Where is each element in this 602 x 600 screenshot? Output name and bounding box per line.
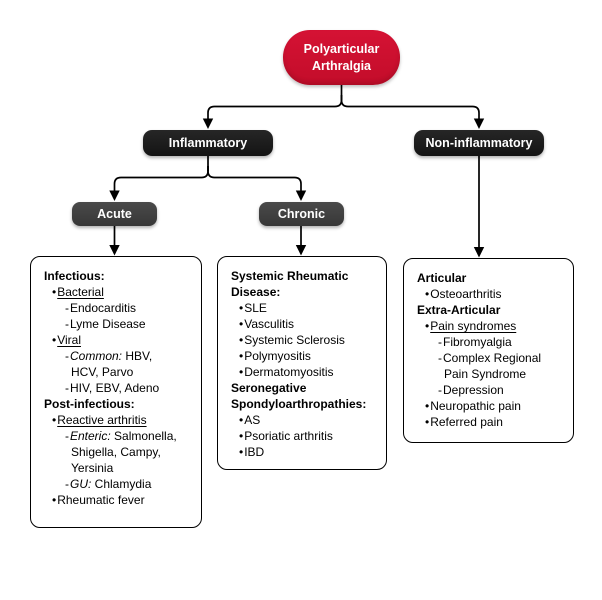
line-rest: AS: [244, 413, 261, 427]
line-rest: Disease:: [231, 285, 281, 299]
bullet-marker: •: [425, 319, 430, 333]
line-text: [70, 301, 136, 315]
line-text: [70, 429, 177, 443]
list-line: [44, 444, 195, 460]
dash-marker: -: [65, 349, 69, 363]
line-rest: SLE: [244, 301, 267, 315]
line-text: [244, 365, 333, 379]
line-text: [443, 383, 504, 397]
line-rest: Pain syndromes: [430, 319, 517, 333]
line-text: [71, 461, 113, 475]
line-text: [57, 413, 146, 427]
node-label: Acute: [97, 207, 132, 221]
line-text: [417, 303, 500, 317]
line-text: [244, 429, 333, 443]
line-rest: Osteoarthritis: [430, 287, 502, 301]
line-rest: Rheumatic fever: [57, 493, 145, 507]
list-line: [231, 316, 380, 332]
list-line: [44, 332, 195, 348]
bullet-marker: •: [239, 301, 244, 315]
line-text: [443, 351, 541, 365]
line-text: [430, 415, 503, 429]
list-line: [417, 302, 567, 318]
node-polyarticular-arthralgia: [283, 30, 400, 85]
list-line: [417, 270, 567, 286]
line-rest: Systemic Sclerosis: [244, 333, 345, 347]
list-line: [231, 284, 380, 300]
line-text: [231, 381, 306, 395]
line-text: [70, 477, 151, 491]
line-text: [44, 397, 135, 411]
line-rest: Viral: [57, 333, 81, 347]
line-rest: Endocarditis: [70, 301, 137, 315]
line-rest: Vasculitis: [244, 317, 294, 331]
line-text: [244, 301, 267, 315]
node-non-inflammatory: [414, 130, 544, 156]
list-line: [417, 350, 567, 366]
list-line: [44, 428, 195, 444]
acute-causes-list: [44, 268, 195, 508]
line-text: [231, 397, 366, 411]
line-text: [231, 285, 280, 299]
bullet-marker: •: [239, 333, 244, 347]
line-text: [71, 365, 133, 379]
line-text: [57, 493, 144, 507]
line-rest: Fibromyalgia: [443, 335, 512, 349]
line-text: [244, 413, 260, 427]
line-text: [71, 445, 161, 459]
list-line: [44, 460, 195, 476]
bullet-marker: •: [52, 413, 57, 427]
line-rest: Articular: [417, 271, 467, 285]
node-chronic: [259, 202, 344, 226]
dash-marker: -: [65, 429, 69, 443]
line-text: [443, 335, 512, 349]
bullet-marker: •: [425, 415, 430, 429]
list-line: [44, 300, 195, 316]
line-rest: Reactive arthritis: [57, 413, 147, 427]
line-rest: Chlamydia: [91, 477, 152, 491]
list-line: [44, 268, 195, 284]
list-line: [44, 364, 195, 380]
line-rest: HCV, Parvo: [71, 365, 134, 379]
line-text: [231, 269, 348, 283]
non-inflammatory-causes-box: [403, 258, 574, 443]
node-label: Chronic: [277, 207, 326, 221]
line-text: [244, 445, 264, 459]
bullet-marker: •: [52, 285, 57, 299]
list-line: [44, 316, 195, 332]
list-line: [231, 332, 380, 348]
list-line: [44, 396, 195, 412]
line-rest: Polymyositis: [244, 349, 311, 363]
node-inflammatory: [143, 130, 273, 156]
bullet-marker: •: [52, 493, 57, 507]
dash-marker: -: [438, 383, 442, 397]
chronic-causes-box: [217, 256, 387, 470]
list-line: [417, 398, 567, 414]
bullet-marker: •: [239, 429, 244, 443]
bullet-marker: •: [239, 365, 244, 379]
dash-marker: -: [438, 335, 442, 349]
bullet-marker: •: [239, 349, 244, 363]
line-rest: Depression: [443, 383, 504, 397]
list-line: [44, 476, 195, 492]
node-acute: [72, 202, 157, 226]
list-line: [417, 366, 567, 382]
chronic-causes-list: [231, 268, 380, 460]
line-rest: Salmonella,: [110, 429, 177, 443]
list-line: [231, 444, 380, 460]
list-line: [231, 364, 380, 380]
italic-prefix: Enteric:: [70, 429, 111, 443]
acute-causes-box: [30, 256, 202, 528]
line-text: [244, 349, 311, 363]
line-text: [444, 367, 526, 381]
line-rest: Lyme Disease: [70, 317, 146, 331]
dash-marker: -: [438, 351, 442, 365]
italic-prefix: GU:: [70, 477, 92, 491]
line-text: [244, 333, 345, 347]
list-line: [231, 348, 380, 364]
bullet-marker: •: [239, 445, 244, 459]
italic-prefix: Common:: [70, 349, 123, 363]
list-line: [44, 380, 195, 396]
list-line: [231, 380, 380, 396]
line-rest: Spondyloarthropathies:: [231, 397, 367, 411]
line-text: [57, 333, 81, 347]
list-line: [44, 492, 195, 508]
list-line: [231, 300, 380, 316]
line-rest: Pain Syndrome: [444, 367, 527, 381]
line-rest: Referred pain: [430, 415, 503, 429]
line-rest: Psoriatic arthritis: [244, 429, 333, 443]
line-rest: Yersinia: [71, 461, 114, 475]
bullet-marker: •: [239, 413, 244, 427]
list-line: [417, 414, 567, 430]
line-text: [417, 271, 466, 285]
line-text: [70, 349, 152, 363]
line-rest: Extra-Articular: [417, 303, 501, 317]
dash-marker: -: [65, 477, 69, 491]
line-text: [430, 287, 501, 301]
list-line: [231, 268, 380, 284]
list-line: [44, 348, 195, 364]
list-line: [231, 396, 380, 412]
non-inflammatory-causes-list: [417, 270, 567, 430]
list-line: [417, 382, 567, 398]
line-rest: Dermatomyositis: [244, 365, 334, 379]
line-rest: Bacterial: [57, 285, 104, 299]
list-line: [231, 428, 380, 444]
line-rest: IBD: [244, 445, 265, 459]
list-line: [231, 412, 380, 428]
line-rest: Systemic Rheumatic: [231, 269, 349, 283]
line-rest: Post-infectious:: [44, 397, 135, 411]
line-rest: Seronegative: [231, 381, 307, 395]
node-label: Inflammatory: [168, 136, 248, 150]
bullet-marker: •: [239, 317, 244, 331]
line-rest: Complex Regional: [443, 351, 542, 365]
line-text: [70, 381, 159, 395]
node-label: Non-inflammatory: [425, 136, 533, 150]
bullet-marker: •: [52, 333, 57, 347]
line-text: [57, 285, 104, 299]
list-line: [417, 318, 567, 334]
list-line: [44, 412, 195, 428]
list-line: [417, 334, 567, 350]
dash-marker: -: [65, 301, 69, 315]
dash-marker: -: [65, 381, 69, 395]
line-text: [70, 317, 146, 331]
line-rest: Neuropathic pain: [430, 399, 521, 413]
line-text: [430, 319, 516, 333]
line-rest: HBV,: [122, 349, 153, 363]
bullet-marker: •: [425, 287, 430, 301]
line-text: [244, 317, 294, 331]
list-line: [44, 284, 195, 300]
list-line: [417, 286, 567, 302]
line-rest: Infectious:: [44, 269, 105, 283]
line-text: [430, 399, 521, 413]
line-rest: HIV, EBV, Adeno: [70, 381, 160, 395]
dash-marker: -: [65, 317, 69, 331]
node-label: Polyarticular Arthralgia: [303, 42, 380, 73]
line-text: [44, 269, 105, 283]
line-rest: Shigella, Campy,: [71, 445, 161, 459]
bullet-marker: •: [425, 399, 430, 413]
